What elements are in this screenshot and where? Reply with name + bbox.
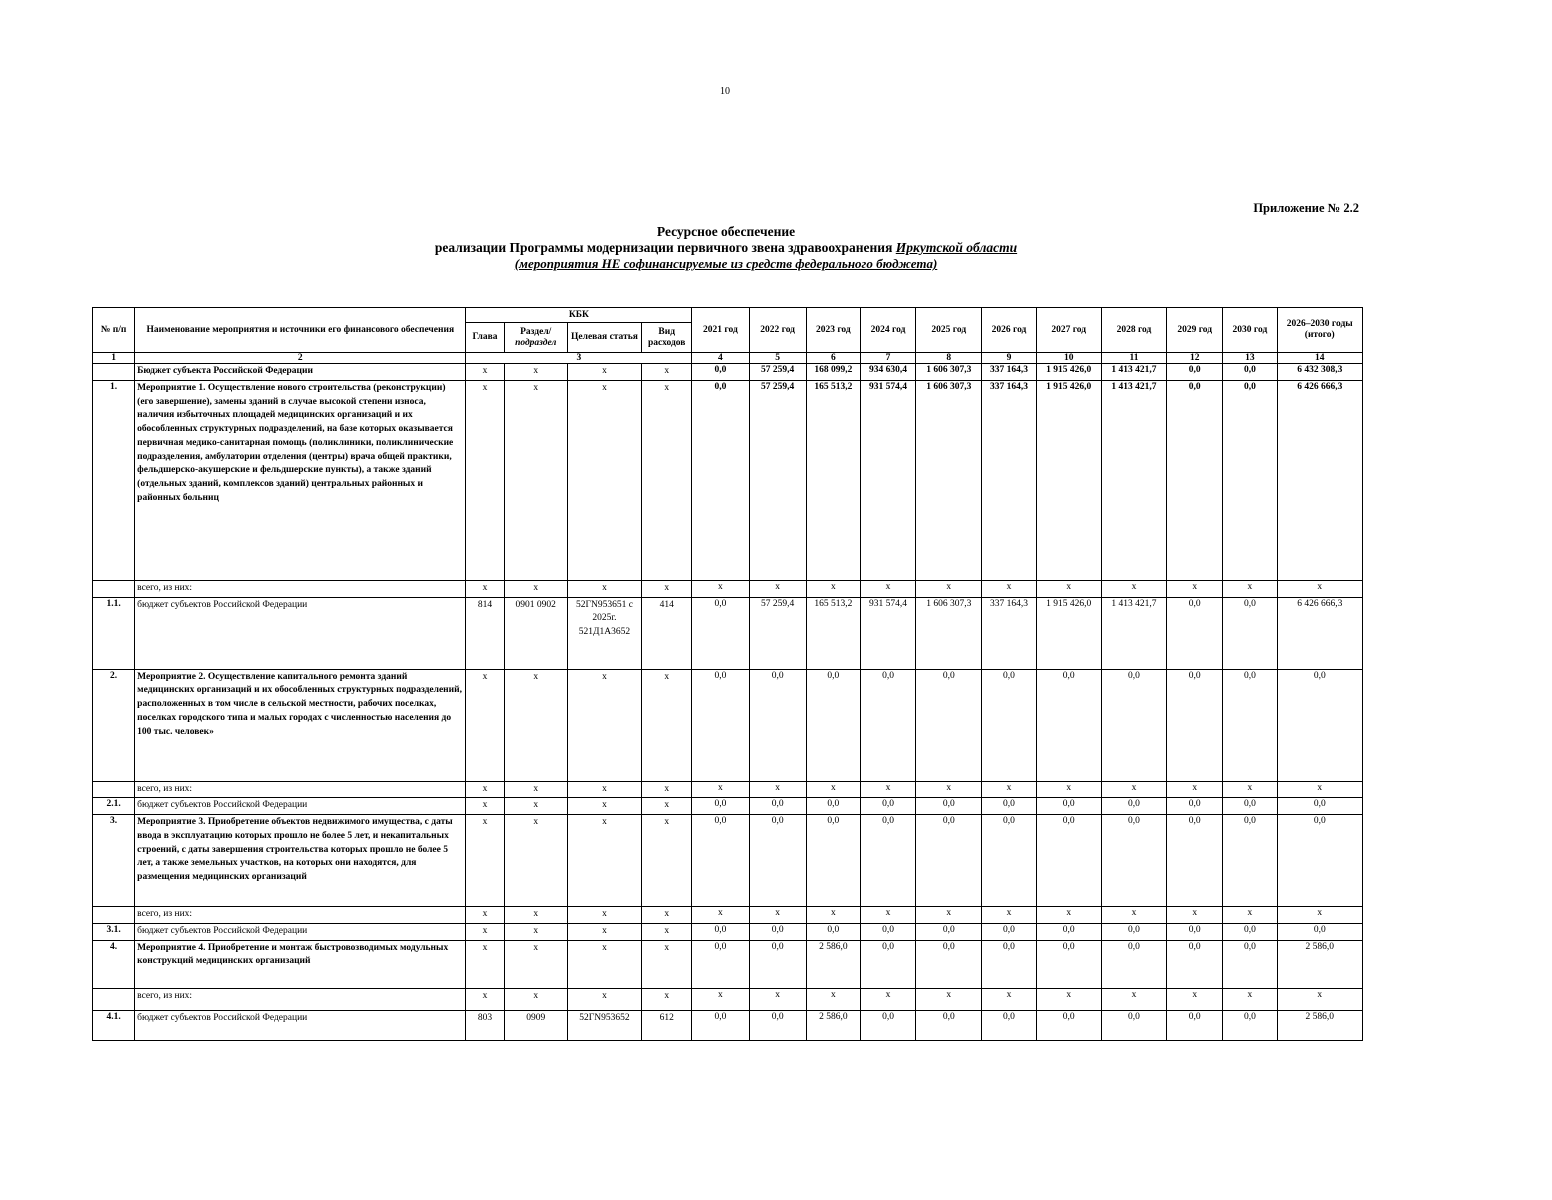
value-year: x: [1036, 988, 1101, 1010]
table-row: [93, 988, 1363, 1010]
table-row: [93, 923, 1363, 940]
table-row: [93, 781, 1363, 798]
row-number: 3.1.: [93, 923, 135, 940]
kbk-vid: x: [642, 781, 692, 798]
value-year: x: [916, 781, 982, 798]
value-year: x: [1101, 907, 1166, 924]
value-year: x: [982, 988, 1036, 1010]
value-total: 0,0: [1277, 798, 1362, 815]
value-total: x: [1277, 580, 1362, 597]
header-year-2027: 2027 год: [1036, 308, 1101, 353]
kbk-vid: x: [642, 923, 692, 940]
kbk-celevaya: x: [567, 580, 641, 597]
value-year: x: [806, 781, 860, 798]
value-year: 1 413 421,7: [1101, 597, 1166, 669]
value-year: x: [1036, 781, 1101, 798]
row-number: 1.: [93, 380, 135, 580]
value-year: x: [1223, 907, 1277, 924]
kbk-glava: 814: [466, 597, 504, 669]
value-year: 0,0: [1167, 1010, 1223, 1040]
value-total: 0,0: [1277, 669, 1362, 781]
kbk-glava: x: [466, 364, 504, 381]
value-year: 1 606 307,3: [916, 380, 982, 580]
value-year: 0,0: [692, 815, 749, 907]
value-year: 0,0: [806, 923, 860, 940]
value-year: 0,0: [1167, 923, 1223, 940]
value-year: 0,0: [1036, 798, 1101, 815]
value-year: x: [982, 907, 1036, 924]
row-number: [93, 781, 135, 798]
appendix-label: Приложение № 2.2: [1253, 201, 1359, 215]
value-year: 0,0: [1036, 669, 1101, 781]
table-row: [93, 580, 1363, 597]
row-name: бюджет субъектов Российской Федерации: [135, 923, 466, 940]
header-total: 2026–2030 годы (итого): [1277, 308, 1362, 353]
value-year: 1 915 426,0: [1036, 364, 1101, 381]
row-name: бюджет субъектов Российской Федерации: [135, 1010, 466, 1040]
value-total: 0,0: [1277, 923, 1362, 940]
row-name: Мероприятие 3. Приобретение объектов недвижимого имущества, с даты ввода в эксплуатацию которых прошло не более 5 лет, и некапитальных строений, с даты завершения строительства которых прошло не более 5 лет, а также земельных участков, на которых они находятся, для размещения медицинских организаций: [135, 815, 466, 907]
value-year: 1 606 307,3: [916, 597, 982, 669]
value-year: 0,0: [1101, 940, 1166, 988]
kbk-razdel: x: [504, 580, 567, 597]
kbk-celevaya: x: [567, 781, 641, 798]
kbk-vid: x: [642, 940, 692, 988]
value-year: 0,0: [916, 798, 982, 815]
value-year: 0,0: [1223, 597, 1277, 669]
index-cell: 12: [1167, 353, 1223, 364]
value-year: 337 164,3: [982, 597, 1036, 669]
value-year: 0,0: [749, 815, 806, 907]
value-year: 0,0: [1036, 815, 1101, 907]
value-year: x: [749, 988, 806, 1010]
table-body: [93, 364, 1363, 1041]
index-cell: 9: [982, 353, 1036, 364]
value-year: 0,0: [1223, 380, 1277, 580]
value-year: x: [1223, 580, 1277, 597]
kbk-celevaya: x: [567, 907, 641, 924]
row-number: 1.1.: [93, 597, 135, 669]
value-total: 0,0: [1277, 815, 1362, 907]
header-vid: Вид расходов: [642, 323, 692, 353]
value-year: x: [806, 907, 860, 924]
value-year: x: [916, 580, 982, 597]
kbk-glava: x: [466, 907, 504, 924]
kbk-vid: x: [642, 669, 692, 781]
index-cell: 3: [466, 353, 692, 364]
value-year: x: [1036, 580, 1101, 597]
value-year: 57 259,4: [749, 597, 806, 669]
row-number: 4.1.: [93, 1010, 135, 1040]
value-year: 0,0: [749, 940, 806, 988]
kbk-glava: x: [466, 380, 504, 580]
value-year: 0,0: [860, 669, 915, 781]
kbk-vid: x: [642, 580, 692, 597]
value-year: x: [1036, 907, 1101, 924]
value-total: 2 586,0: [1277, 940, 1362, 988]
kbk-vid: x: [642, 815, 692, 907]
header-year-2029: 2029 год: [1167, 308, 1223, 353]
header-kbk: КБК: [466, 308, 692, 323]
kbk-vid: x: [642, 798, 692, 815]
header-celevaya: Целевая статья: [567, 323, 641, 353]
value-year: 0,0: [806, 669, 860, 781]
index-cell: 5: [749, 353, 806, 364]
kbk-glava: x: [466, 781, 504, 798]
table-row: [93, 815, 1363, 907]
value-year: 1 413 421,7: [1101, 380, 1166, 580]
value-year: x: [982, 580, 1036, 597]
value-year: 0,0: [1101, 815, 1166, 907]
header-year-2024: 2024 год: [860, 308, 915, 353]
document-title: [300, 224, 1152, 272]
index-cell: 13: [1223, 353, 1277, 364]
row-number: 3.: [93, 815, 135, 907]
value-year: 1 413 421,7: [1101, 364, 1166, 381]
kbk-glava: x: [466, 580, 504, 597]
value-year: 0,0: [982, 815, 1036, 907]
value-year: 0,0: [860, 940, 915, 988]
header-year-2025: 2025 год: [916, 308, 982, 353]
index-cell: 6: [806, 353, 860, 364]
value-year: 0,0: [860, 1010, 915, 1040]
row-name: всего, из них:: [135, 988, 466, 1010]
kbk-vid: x: [642, 988, 692, 1010]
kbk-razdel: x: [504, 940, 567, 988]
value-year: 0,0: [806, 815, 860, 907]
value-year: x: [916, 988, 982, 1010]
value-year: 0,0: [692, 1010, 749, 1040]
row-number: 4.: [93, 940, 135, 988]
value-year: 0,0: [1223, 798, 1277, 815]
value-total: 2 586,0: [1277, 1010, 1362, 1040]
kbk-celevaya: x: [567, 815, 641, 907]
title-region: Иркутской области: [895, 240, 1018, 256]
row-name: всего, из них:: [135, 907, 466, 924]
row-name: Мероприятие 1. Осуществление нового строительства (реконструкции) (его завершение), замены зданий в случае высокой степени износа, наличия избыточных площадей медицинских организаций и их обособленных структурных подразделений, на базе которых оказывается первичная медико-санитарная помощь (поликлиники, поликлинические подразделения, амбулатории отделения (центры) врача общей практики, фельдшерско-акушерские и фельдшерские пункты), а также зданий (отдельных зданий, комплексов зданий) центральных районных и районных больниц: [135, 380, 466, 580]
kbk-razdel: x: [504, 380, 567, 580]
value-year: x: [692, 988, 749, 1010]
header-year-2028: 2028 год: [1101, 308, 1166, 353]
value-year: x: [860, 907, 915, 924]
value-year: 165 513,2: [806, 597, 860, 669]
value-year: 0,0: [982, 669, 1036, 781]
kbk-glava: x: [466, 669, 504, 781]
value-year: 0,0: [692, 923, 749, 940]
value-total: x: [1277, 781, 1362, 798]
value-year: 0,0: [1036, 940, 1101, 988]
value-total: 6 426 666,3: [1277, 597, 1362, 669]
index-row: [93, 353, 1363, 364]
row-number: [93, 580, 135, 597]
kbk-razdel: x: [504, 815, 567, 907]
index-cell: 10: [1036, 353, 1101, 364]
value-year: 0,0: [1167, 669, 1223, 781]
kbk-celevaya: 52ГN953652: [567, 1010, 641, 1040]
value-year: 0,0: [1167, 940, 1223, 988]
value-year: 0,0: [1101, 798, 1166, 815]
value-year: 0,0: [692, 669, 749, 781]
row-name: Бюджет субъекта Российской Федерации: [135, 364, 466, 381]
value-year: 0,0: [749, 669, 806, 781]
value-year: 0,0: [1223, 923, 1277, 940]
title-line-2: [300, 240, 1152, 256]
value-year: 0,0: [860, 798, 915, 815]
value-year: 0,0: [1223, 1010, 1277, 1040]
row-name: бюджет субъектов Российской Федерации: [135, 798, 466, 815]
value-year: 0,0: [1167, 798, 1223, 815]
value-year: 0,0: [1167, 597, 1223, 669]
kbk-glava: 803: [466, 1010, 504, 1040]
table-row: [93, 798, 1363, 815]
value-year: x: [692, 907, 749, 924]
kbk-razdel: 0909: [504, 1010, 567, 1040]
value-year: 0,0: [860, 923, 915, 940]
value-year: x: [1167, 907, 1223, 924]
value-year: x: [916, 907, 982, 924]
value-year: 0,0: [982, 940, 1036, 988]
kbk-celevaya: x: [567, 380, 641, 580]
value-year: x: [692, 580, 749, 597]
kbk-razdel: x: [504, 988, 567, 1010]
value-year: x: [749, 907, 806, 924]
value-year: x: [1223, 988, 1277, 1010]
kbk-razdel: x: [504, 781, 567, 798]
value-year: 337 164,3: [982, 380, 1036, 580]
row-name: Мероприятие 2. Осуществление капитального ремонта зданий медицинских организаций и их обособленных структурных подразделений, расположенных в том числе в сельской местности, рабочих поселках, поселках городского типа и малых городах с численностью населения до 100 тыс. человек»: [135, 669, 466, 781]
value-total: 6 432 308,3: [1277, 364, 1362, 381]
header-year-2022: 2022 год: [749, 308, 806, 353]
kbk-glava: x: [466, 988, 504, 1010]
value-year: 0,0: [982, 1010, 1036, 1040]
table-row: [93, 940, 1363, 988]
title-line-2-prefix: реализации Программы модернизации первичного звена здравоохранения: [434, 240, 893, 256]
value-year: 1 915 426,0: [1036, 597, 1101, 669]
value-year: 0,0: [1101, 669, 1166, 781]
value-total: x: [1277, 907, 1362, 924]
row-number: 2.1.: [93, 798, 135, 815]
value-year: 934 630,4: [860, 364, 915, 381]
value-year: x: [860, 580, 915, 597]
value-year: 0,0: [749, 1010, 806, 1040]
value-year: 57 259,4: [749, 380, 806, 580]
kbk-razdel: x: [504, 669, 567, 781]
kbk-razdel: 0901 0902: [504, 597, 567, 669]
value-year: x: [982, 781, 1036, 798]
table-row: [93, 1010, 1363, 1040]
index-cell: 14: [1277, 353, 1362, 364]
value-year: 0,0: [916, 1010, 982, 1040]
value-year: x: [1167, 781, 1223, 798]
value-year: 0,0: [1167, 815, 1223, 907]
value-year: x: [749, 580, 806, 597]
header-podrazdel-line: подраздел: [515, 337, 557, 348]
value-year: x: [692, 781, 749, 798]
value-year: 0,0: [916, 815, 982, 907]
table-row: [93, 669, 1363, 781]
value-year: 57 259,4: [749, 364, 806, 381]
index-cell: 8: [916, 353, 982, 364]
index-cell: 1: [93, 353, 135, 364]
value-year: x: [1101, 781, 1166, 798]
value-year: 2 586,0: [806, 1010, 860, 1040]
page-number: 10: [720, 86, 730, 97]
value-total: 6 426 666,3: [1277, 380, 1362, 580]
value-year: x: [806, 580, 860, 597]
value-year: 0,0: [806, 798, 860, 815]
value-year: 165 513,2: [806, 380, 860, 580]
value-year: 337 164,3: [982, 364, 1036, 381]
kbk-celevaya: x: [567, 923, 641, 940]
value-year: 168 099,2: [806, 364, 860, 381]
kbk-celevaya: x: [567, 364, 641, 381]
value-year: 0,0: [1101, 1010, 1166, 1040]
row-number: [93, 364, 135, 381]
row-number: [93, 907, 135, 924]
value-year: 0,0: [1167, 380, 1223, 580]
header-year-2026: 2026 год: [982, 308, 1036, 353]
value-total: x: [1277, 988, 1362, 1010]
kbk-razdel: x: [504, 364, 567, 381]
header-glava: Глава: [466, 323, 504, 353]
value-year: 0,0: [692, 364, 749, 381]
value-year: 0,0: [1223, 940, 1277, 988]
value-year: 0,0: [1223, 364, 1277, 381]
value-year: x: [1101, 580, 1166, 597]
table-row: [93, 907, 1363, 924]
value-year: 1 606 307,3: [916, 364, 982, 381]
index-cell: 11: [1101, 353, 1166, 364]
kbk-razdel: x: [504, 907, 567, 924]
kbk-celevaya: x: [567, 798, 641, 815]
value-year: x: [1167, 580, 1223, 597]
value-year: 0,0: [692, 597, 749, 669]
title-line-1: Ресурсное обеспечение: [656, 224, 796, 239]
header-year-2023: 2023 год: [806, 308, 860, 353]
value-year: 0,0: [1167, 364, 1223, 381]
index-cell: 4: [692, 353, 749, 364]
table-row: [93, 380, 1363, 580]
value-year: x: [860, 781, 915, 798]
value-year: x: [1167, 988, 1223, 1010]
table-row: [93, 597, 1363, 669]
row-number: [93, 988, 135, 1010]
value-year: 0,0: [692, 380, 749, 580]
kbk-vid: x: [642, 907, 692, 924]
header-razdel: [504, 323, 567, 353]
value-year: x: [1101, 988, 1166, 1010]
index-cell: 7: [860, 353, 915, 364]
value-year: x: [806, 988, 860, 1010]
value-year: 0,0: [692, 940, 749, 988]
table-row: [93, 364, 1363, 381]
kbk-celevaya: x: [567, 669, 641, 781]
header-num: № п/п: [93, 308, 135, 353]
value-year: 0,0: [749, 923, 806, 940]
value-year: 2 586,0: [806, 940, 860, 988]
value-year: 0,0: [916, 923, 982, 940]
value-year: 931 574,4: [860, 597, 915, 669]
value-year: 0,0: [982, 798, 1036, 815]
header-year-2030: 2030 год: [1223, 308, 1277, 353]
kbk-glava: x: [466, 815, 504, 907]
index-cell: 2: [135, 353, 466, 364]
header-year-2021: 2021 год: [692, 308, 749, 353]
kbk-vid: x: [642, 364, 692, 381]
value-year: 0,0: [1101, 923, 1166, 940]
header-name: Наименование мероприятия и источники его финансового обеспечения: [135, 308, 466, 353]
kbk-celevaya: x: [567, 988, 641, 1010]
row-name: бюджет субъектов Российской Федерации: [135, 597, 466, 669]
title-line-3: (мероприятия НЕ софинансируемые из средств федерального бюджета): [514, 256, 938, 272]
value-year: 0,0: [692, 798, 749, 815]
value-year: 0,0: [916, 940, 982, 988]
value-year: 0,0: [982, 923, 1036, 940]
kbk-vid: 612: [642, 1010, 692, 1040]
value-year: x: [860, 988, 915, 1010]
value-year: 0,0: [1223, 815, 1277, 907]
resource-table: [92, 307, 1363, 1041]
value-year: x: [1223, 781, 1277, 798]
kbk-celevaya: 52ГN953651 с 2025г. 521Д1А3652: [567, 597, 641, 669]
value-year: 0,0: [1036, 923, 1101, 940]
kbk-glava: x: [466, 940, 504, 988]
row-name: всего, из них:: [135, 580, 466, 597]
value-year: 0,0: [1036, 1010, 1101, 1040]
value-year: 0,0: [1223, 669, 1277, 781]
header-razdel-line: Раздел/: [520, 326, 552, 337]
value-year: 0,0: [916, 669, 982, 781]
value-year: x: [749, 781, 806, 798]
kbk-vid: x: [642, 380, 692, 580]
row-name: Мероприятие 4. Приобретение и монтаж быстровозводимых модульных конструкций медицинских организаций: [135, 940, 466, 988]
value-year: 0,0: [860, 815, 915, 907]
row-name: всего, из них:: [135, 781, 466, 798]
kbk-glava: x: [466, 923, 504, 940]
value-year: 1 915 426,0: [1036, 380, 1101, 580]
kbk-celevaya: x: [567, 940, 641, 988]
kbk-glava: x: [466, 798, 504, 815]
value-year: 931 574,4: [860, 380, 915, 580]
kbk-vid: 414: [642, 597, 692, 669]
row-number: 2.: [93, 669, 135, 781]
kbk-razdel: x: [504, 923, 567, 940]
kbk-razdel: x: [504, 798, 567, 815]
value-year: 0,0: [749, 798, 806, 815]
